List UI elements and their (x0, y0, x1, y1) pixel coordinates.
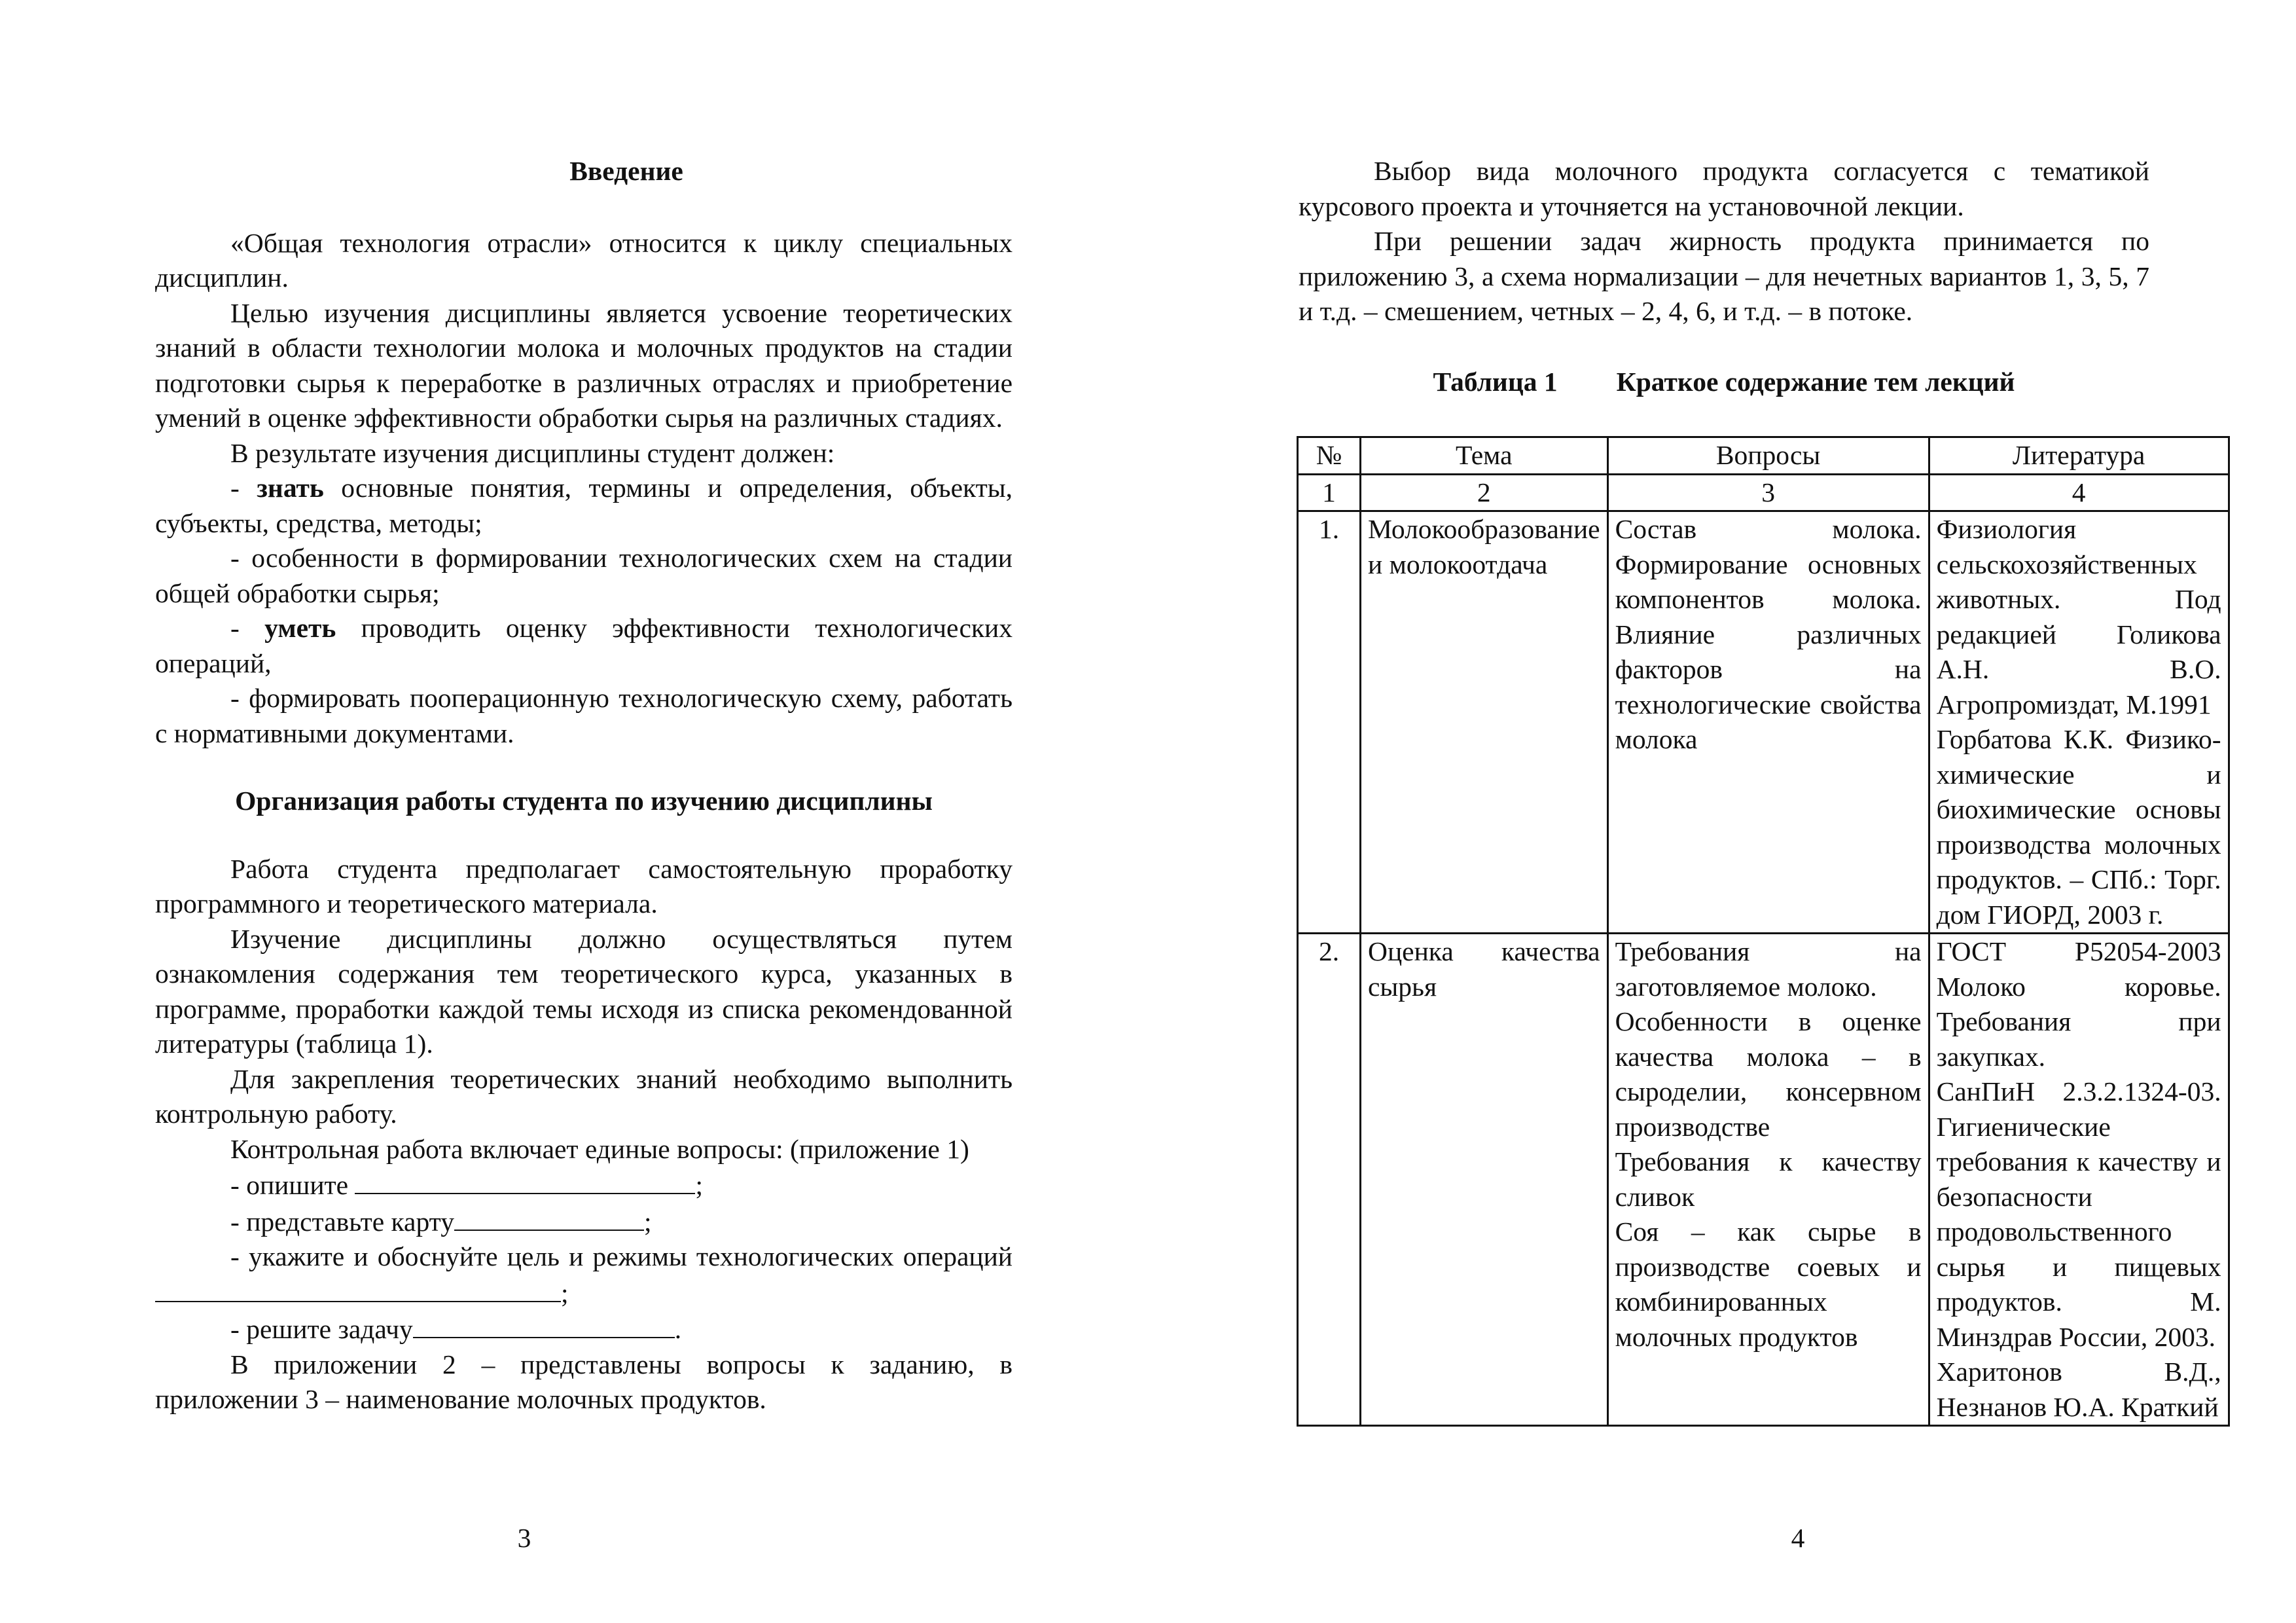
organization-heading: Организация работы студента по изучению дисциплины (235, 786, 933, 816)
can-item: - уметь проводить оценку эффективности технологических операций, (155, 613, 1013, 678)
task-describe: - опишите ; (155, 1167, 1013, 1203)
question-entry: Требования на заготовляемое молоко. (1615, 936, 1922, 1002)
task-solve-text: - решите задачу (230, 1314, 413, 1344)
literature-entry: СанПиН 2.3.2.1324-03. Гигиенические требования к качеству и безопасности продовольственного сырья и пищевых продуктов. М. Минздрав России, 2003. (1936, 1076, 2221, 1352)
know-item: - знать основные понятия, термины и определения, объекты, субъекты, средства, методы; (155, 473, 1013, 538)
literature-entry: Горбатова К.К. Физико-химические и биохимические основы производства молочных продуктов. – СПб.: Торг. дом ГИОРД, 2003 г. (1936, 724, 2221, 930)
task-map-text: - представьте карту (230, 1206, 454, 1237)
row-literature (1929, 511, 2229, 934)
intro-heading: Введение (569, 156, 683, 186)
org-paragraph: Работа студента предполагает самостоятельную проработку программного и теоретического материала. (155, 853, 1013, 919)
table-title: Краткое содержание тем лекций (1616, 366, 2015, 397)
column-number: 1 (1298, 474, 1361, 511)
page-number: 3 (517, 1523, 531, 1553)
blank-line (413, 1311, 675, 1338)
header-topic: Тема (1361, 437, 1608, 475)
task-map: - представьте карту ; (155, 1203, 1013, 1240)
know-item-2: - особенности в формировании технологических схем на стадии общей обработки сырья; (155, 543, 1013, 608)
know-text: основные понятия, термины и определения, объекты, субъекты, средства, методы; (155, 473, 1013, 538)
column-number: 2 (1361, 474, 1608, 511)
know-bold: знать (257, 473, 324, 503)
row-number: 2. (1298, 934, 1361, 1426)
right-paragraph: При решении задач жирность продукта принимается по приложению 3, а схема нормализации – для нечетных вариантов 1, 3, 5, 7 и т.д. – смешением, четных – 2, 4, 6, и т.д. – в потоке. (1299, 226, 2149, 326)
right-page (1148, 0, 2296, 1623)
table-row (1298, 511, 2229, 934)
question-entry: Особенности в оценке качества молока – в сыроделии, консервном производстве (1615, 1006, 1922, 1142)
org-paragraph: Изучение дисциплины должно осуществляться путем ознакомления содержания тем теоретического курса, указанных в программе, проработки каждой темы исходя из списка рекомендованной литературы (таблица 1). (155, 923, 1013, 1059)
literature-entry: Физиология сельскохозяйственных животных. Под редакцией Голикова А.Н. В.О. Агропромиздат, М.1991 (1936, 514, 2221, 720)
left-page-text (155, 154, 1013, 1417)
row-number: 1. (1298, 511, 1361, 934)
table-caption (1299, 365, 2149, 400)
lecture-topics-table (1297, 436, 2230, 1427)
column-number: 3 (1607, 474, 1929, 511)
right-paragraph: Выбор вида молочного продукта согласуется с тематикой курсового проекта и уточняется на установочной лекции. (1299, 156, 2149, 221)
header-literature: Литература (1929, 437, 2229, 475)
table-row (1298, 934, 2229, 1426)
header-number: № (1298, 437, 1361, 475)
table-label: Таблица 1 (1433, 366, 1558, 397)
header-questions: Вопросы (1607, 437, 1929, 475)
table-column-numbers-row (1298, 474, 2229, 511)
can-bold: уметь (264, 613, 336, 643)
can-item-2: - формировать пооперационную технологическую схему, работать с нормативными документами. (155, 683, 1013, 748)
row-questions: Состав молока. Формирование основных компонентов молока. Влияние различных факторов на технологические свойства молока (1607, 511, 1929, 934)
row-topic: Оценка качества сырья (1361, 934, 1608, 1426)
blank-line (355, 1167, 695, 1194)
literature-entry: ГОСТ Р52054-2003 Молоко коровье. Требования при закупках. (1936, 936, 2221, 1072)
can-text: проводить оценку эффективности технологических операций, (155, 613, 1013, 678)
question-entry: Требования к качеству сливок (1615, 1146, 1922, 1212)
question-entry: Соя – как сырье в производстве соевых и комбинированных молочных продуктов (1615, 1216, 1922, 1352)
right-page-text (1299, 154, 2149, 399)
literature-entry: Харитонов В.Д., Незнанов Ю.А. Краткий (1936, 1357, 2221, 1422)
table-header-row (1298, 437, 2229, 475)
intro-paragraph: Целью изучения дисциплины является усвоение теоретических знаний в области технологии молока и молочных продуктов на стадии подготовки сырья к переработке в различных отраслях и приобретение умений в оценке эффективности обработки сырья на различных стадиях. (155, 297, 1013, 433)
row-questions (1607, 934, 1929, 1426)
task-solve: - решите задачу . (155, 1311, 1013, 1347)
page-number: 4 (1791, 1523, 1805, 1553)
closing-paragraph: В приложении 2 – представлены вопросы к заданию, в приложении 3 – наименование молочных продуктов. (155, 1349, 1013, 1414)
org-paragraph: Для закрепления теоретических знаний необходимо выполнить контрольную работу. (155, 1063, 1013, 1129)
task-goal-text: - укажите и обоснуйте цель и режимы технологических операций (230, 1241, 1013, 1271)
column-number: 4 (1929, 474, 2229, 511)
intro-paragraph: В результате изучения дисциплины студент должен: (230, 437, 835, 468)
blank-line (155, 1275, 561, 1302)
intro-paragraph: «Общая технология отрасли» относится к циклу специальных дисциплин. (155, 227, 1013, 293)
row-literature (1929, 934, 2229, 1426)
org-paragraph: Контрольная работа включает единые вопросы: (приложение 1) (230, 1133, 969, 1164)
blank-line (454, 1203, 644, 1231)
task-describe-text: - опишите (230, 1170, 349, 1200)
task-goal: - укажите и обоснуйте цель и режимы технологических операций ; (155, 1239, 1013, 1311)
row-topic: Молокообразование и молокоотдача (1361, 511, 1608, 934)
